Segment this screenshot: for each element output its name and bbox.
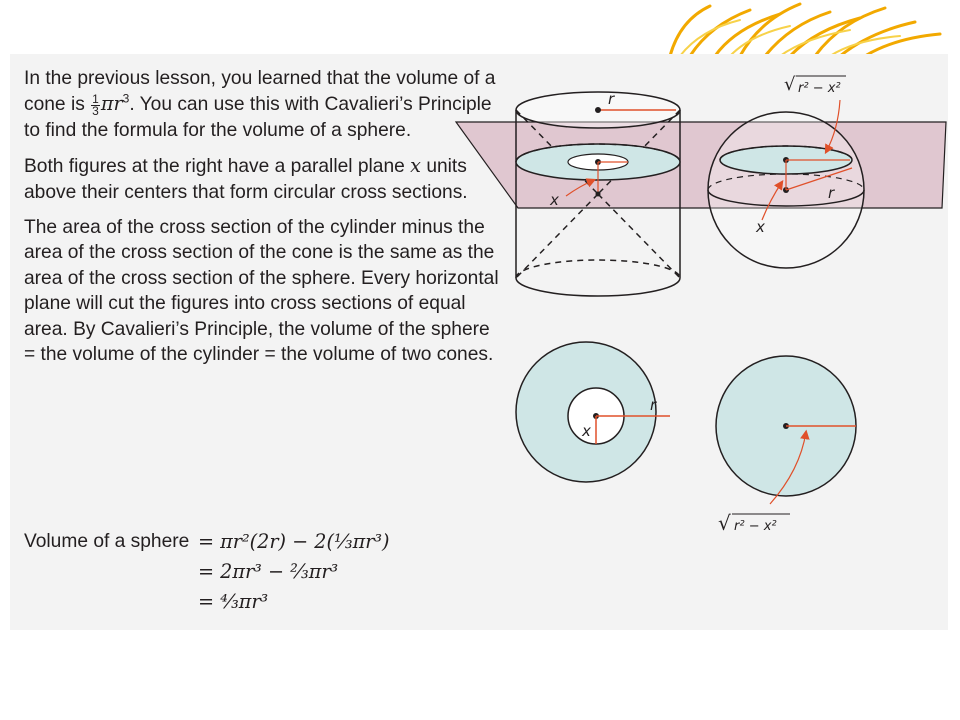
- p1-text-a: In the previous lesson, you learned that the volume of a cone is: [24, 68, 496, 116]
- equation-line-2: = 2πr³ − ⅔πr³: [198, 560, 339, 583]
- equation-line-3: = ⁴⁄₃πr³: [198, 590, 269, 613]
- annulus-r-label: r: [650, 396, 657, 414]
- exponent: 3: [122, 92, 130, 107]
- p2-text-b: units above their centers that form circular cross sections.: [24, 156, 468, 203]
- cylinder-x-label: x: [550, 191, 559, 209]
- sphere-sqrt-symbol: √: [784, 74, 796, 95]
- fraction-denominator: 3: [92, 103, 99, 118]
- sphere-r-label: r: [828, 184, 835, 202]
- disk-sqrt-symbol: √: [718, 511, 731, 535]
- equation-line-1: = πr²(2r) − 2(⅓πr³): [198, 530, 390, 553]
- p2-text-a: Both figures at the right have a parallel plane: [24, 156, 405, 178]
- sphere-sqrt-label: r² − x²: [798, 81, 841, 96]
- cylinder-r-label: r: [608, 90, 615, 108]
- pi-r: πr: [100, 92, 123, 116]
- annulus-x-label: x: [582, 422, 591, 440]
- fraction-numerator: 1: [92, 91, 99, 106]
- paragraph-3: The area of the cross section of the cylinder minus the area of the cross section of the cone is the same as the area of the cross section of the sphere. Every horizontal plane will cut the figures into cross sections of equal area. By Cavalieri’s Principle, the volume of the sphere = the volume of the cylinder = the volume of two cones.: [24, 217, 499, 366]
- disk-sqrt-label: r² − x²: [734, 519, 777, 534]
- volume-label: Volume of a sphere: [24, 531, 190, 552]
- sphere-x-label: x: [756, 218, 765, 236]
- variable-x: x: [410, 154, 421, 178]
- p1-text-b: . You can use this with Cavalieri’s Principle to find the formula for the volume of a sphere.: [24, 94, 492, 141]
